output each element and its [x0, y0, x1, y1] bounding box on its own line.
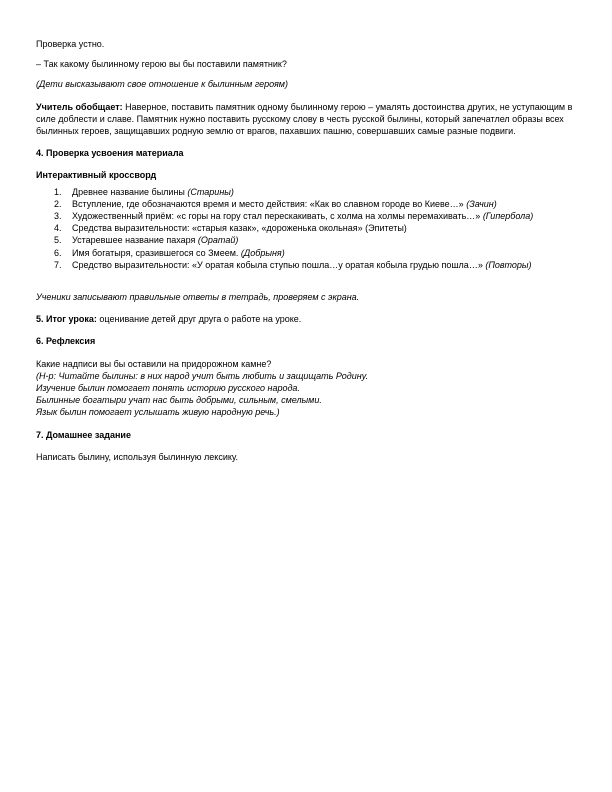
oral-check-line: Проверка устно. — [36, 39, 105, 49]
list-item-number: 2. — [54, 198, 62, 209]
children-note: (Дети высказывают свое отношение к былинным героям) — [36, 79, 288, 90]
crossword-heading: Интерактивный кроссворд — [36, 170, 157, 181]
reflection-line: Изучение былин помогает понять историю русского народа. — [36, 383, 300, 394]
list-item — [36, 210, 576, 222]
list-item-text: Имя богатыря, сразившегося со Змеем. — [72, 247, 241, 258]
list-item-answer: (Старины) — [187, 186, 234, 197]
list-item-answer: (Повторы) — [485, 259, 532, 270]
reflection-line: (Н-р: Читайте былины: в них народ учит быть любить и защищать Родину. — [36, 370, 369, 381]
teacher-paragraph — [36, 101, 576, 138]
list-item-number: 6. — [54, 247, 62, 258]
list-item — [36, 198, 576, 210]
list-item-answer: (Зачин) — [466, 198, 497, 209]
list-item-number: 5. — [54, 235, 62, 246]
summary-label: 5. Итог урока: — [36, 314, 97, 325]
question-line: – Так какому былинному герою вы бы поставили памятник? — [36, 59, 287, 70]
list-item-text: Средство выразительности: «У оратая кобыла ступью пошла…у оратая кобыла грудью пошла…» — [72, 259, 486, 270]
list-item — [36, 222, 576, 234]
list-item-text: Древнее название былины — [72, 186, 188, 197]
students-note: Ученики записывают правильные ответы в тетрадь, проверяем с экрана. — [36, 292, 360, 303]
section-4-heading: 4. Проверка усвоения материала — [36, 148, 184, 159]
list-item — [36, 186, 576, 198]
list-item — [36, 259, 576, 271]
list-item-answer: (Добрыня) — [240, 247, 285, 258]
homework-text: Написать былину, используя былинную лексику. — [36, 451, 238, 462]
list-item-text: Устаревшее название пахаря — [72, 235, 198, 246]
list-item — [36, 247, 576, 259]
list-item-answer: (Гипербола) — [482, 211, 534, 222]
teacher-label: Учитель обобщает: — [36, 101, 123, 112]
list-item-text: Вступление, где обозначаются время и место действия: «Как во славном городе во Киеве…» — [72, 198, 467, 209]
list-item-text: Средства выразительности: «старыя казак», «дороженька окольная» (Эпитеты) — [72, 223, 407, 234]
list-item-number: 4. — [54, 223, 62, 234]
summary-paragraph — [36, 313, 576, 325]
teacher-text: Наверное, поставить памятник одному былинному герою – умалять достоинства других, не уступающим в силе доблести и славе. Памятник нужно поставить русскому слову в честь русской былины, который запечатлел образы всех былинных героев, защищавших родную землю от врагов, пахавших пашню, совершавших самые разные подвиги. — [36, 101, 573, 137]
list-item-number: 1. — [54, 186, 62, 197]
list-item-text: Художественный приём: «с горы на гору стал перескакивать, с холма на холмы перемахивать…» — [72, 211, 483, 222]
reflection-line: Былинные богатыри учат нас быть добрыми, сильным, смелыми. — [36, 395, 322, 406]
list-item-answer: (Оратай) — [197, 235, 239, 246]
reflection-question: Какие надписи вы бы оставили на придорожном камне? — [36, 358, 272, 369]
summary-text: оценивание детей друг друга о работе на уроке. — [96, 314, 302, 325]
document-content — [36, 38, 576, 463]
list-item-number: 3. — [54, 211, 62, 222]
list-item-number: 7. — [54, 259, 62, 270]
section-7-heading: 7. Домашнее задание — [36, 429, 131, 440]
list-item — [36, 234, 576, 246]
crossword-list — [36, 186, 576, 271]
reflection-line: Язык былин помогает услышать живую народную речь.) — [36, 407, 280, 418]
section-6-heading: 6. Рефлексия — [36, 336, 96, 347]
